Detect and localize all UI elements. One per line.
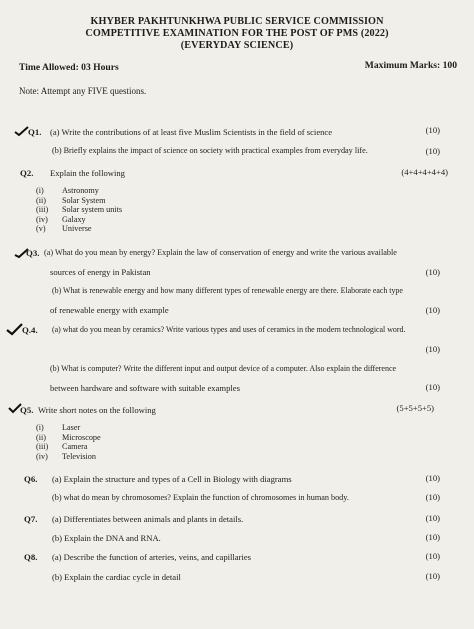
q8-part-b: (b) Explain the cardiac cycle in detail (52, 572, 181, 582)
list-item: (v) Universe (36, 224, 92, 234)
q1-part-a-marks: (10) (425, 125, 440, 135)
q3-number: Q3. (26, 248, 40, 258)
q3-part-b-marks: (10) (425, 305, 440, 315)
q8-part-a-marks: (10) (425, 551, 440, 561)
q6-number: Q6. (24, 474, 38, 484)
list-item: (iii) Camera (36, 442, 88, 452)
header-line-1: KHYBER PAKHTUNKHWA PUBLIC SERVICE COMMISSION (90, 16, 384, 27)
time-allowed: Time Allowed: 03 Hours (19, 62, 119, 73)
list-item: (iv) Television (36, 451, 96, 461)
q5-text: Write short notes on the following (38, 405, 156, 415)
q1-part-a: (a) Write the contributions of at least five Muslim Scientists in the field of science (50, 127, 333, 137)
q7-part-a: (a) Differentiates between animals and plants in details. (52, 514, 244, 524)
q3-part-a-line-1: (a) What do you mean by energy? Explain the law of conservation of energy and write the various available (44, 248, 397, 257)
q2-marks: (4+4+4+4+4) (401, 167, 448, 177)
q4-part-a: (a) what do you mean by ceramics? Write various types and uses of ceramics in the modern technological word. (52, 325, 406, 334)
q7-part-a-marks: (10) (425, 513, 440, 523)
list-item: (iii) Solar system units (36, 205, 123, 215)
q8-part-a: (a) Describe the function of arteries, veins, and capillaries (52, 552, 252, 562)
note: Note: Attempt any FIVE questions. (19, 86, 147, 96)
q3-part-a-line-2: sources of energy in Pakistan (50, 267, 151, 277)
q7-number: Q7. (24, 514, 38, 524)
list-item: (iv) Galaxy (36, 214, 86, 224)
q5-number: Q5. (20, 405, 34, 415)
q3-part-b-line-2: of renewable energy with example (50, 305, 169, 315)
q4-part-b-line-1: (b) What is computer? Write the different input and output device of a computer. Also explain the difference (50, 364, 397, 373)
q4-part-b-line-2: between hardware and software with suitable examples (50, 383, 240, 393)
q4-number: Q.4. (22, 325, 38, 335)
q7-part-b: (b) Explain the DNA and RNA. (52, 533, 161, 543)
q2-number: Q2. (20, 168, 34, 178)
q8-part-b-marks: (10) (425, 571, 440, 581)
header-line-3: (EVERYDAY SCIENCE) (180, 40, 294, 51)
maximum-marks: Maximum Marks: 100 (364, 60, 457, 71)
list-item: (i) Laser (36, 423, 81, 432)
list-item: (ii) Microscope (36, 432, 101, 442)
q3-part-b-line-1: (b) What is renewable energy and how many different types of renewable energy are there. Elaborate each type (52, 286, 403, 295)
list-item: (ii) Solar System (36, 195, 106, 205)
q6-part-a: (a) Explain the structure and types of a Cell in Biology with diagrams (52, 474, 292, 484)
q4-part-b-marks: (10) (425, 382, 440, 392)
q1-part-b-marks: (10) (425, 146, 440, 156)
q6-part-b-marks: (10) (425, 492, 440, 502)
q4-part-a-marks: (10) (425, 344, 440, 354)
q5-item-list (36, 423, 101, 461)
list-item: (i) Astronomy (36, 186, 99, 195)
q3-part-a-marks: (10) (425, 267, 440, 277)
q6-part-b: (b) what do mean by chromosomes? Explain the function of chromosomes in human body. (52, 493, 349, 502)
q8-number: Q8. (24, 552, 38, 562)
q5-marks: (5+5+5+5) (396, 403, 434, 413)
q6-part-a-marks: (10) (425, 473, 440, 483)
q2-item-list (36, 186, 122, 234)
q1-part-b: (b) Briefly explains the impact of science on society with practical examples from everyday life. (52, 146, 368, 155)
q1-number: Q1. (28, 127, 42, 137)
q2-text: Explain the following (50, 168, 125, 178)
q7-part-b-marks: (10) (425, 532, 440, 542)
header-line-2: COMPETITIVE EXAMINATION FOR THE POST OF PMS (2022) (85, 28, 389, 39)
